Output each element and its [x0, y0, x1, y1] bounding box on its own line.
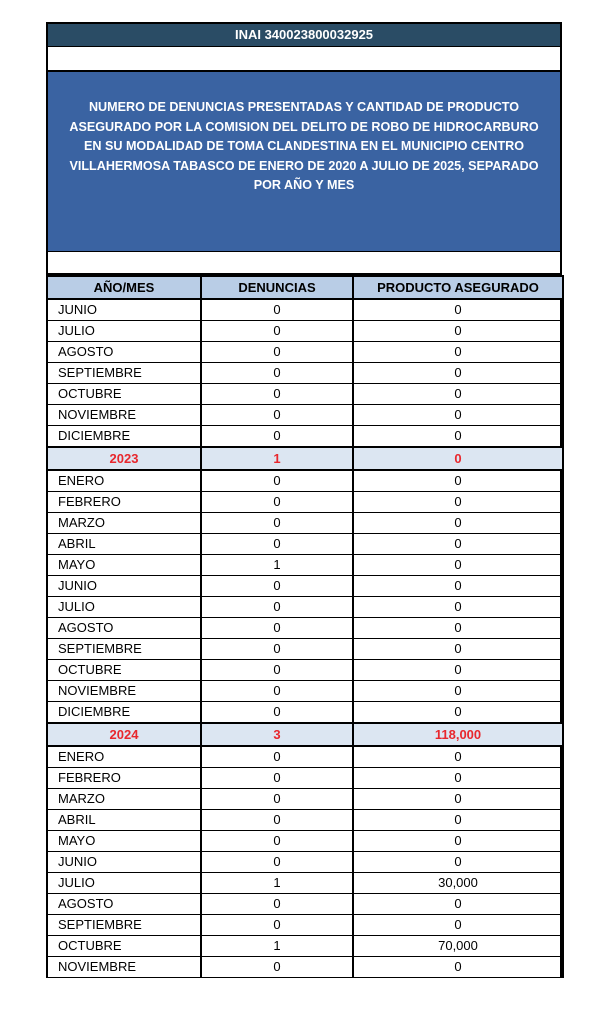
year-total-row [47, 723, 563, 746]
table-row [47, 810, 563, 831]
month-label: JUNIO [47, 299, 201, 321]
table-row [47, 639, 563, 660]
month-label: NOVIEMBRE [47, 681, 201, 702]
producto-asegurado-cell: 0 [353, 299, 563, 321]
month-label: ENERO [47, 470, 201, 492]
month-label: ABRIL [47, 810, 201, 831]
denuncias-cell: 0 [201, 681, 353, 702]
month-label: JUNIO [47, 852, 201, 873]
table-row [47, 555, 563, 576]
denuncias-cell: 0 [201, 321, 353, 342]
producto-asegurado-cell: 0 [353, 639, 563, 660]
table-body [47, 299, 563, 978]
title-line: EN SU MODALIDAD DE TOMA CLANDESTINA EN EL MUNICIPIO CENTRO [83, 139, 525, 153]
month-label: JULIO [47, 873, 201, 894]
table-header-row [47, 276, 563, 299]
denuncias-cell: 0 [201, 363, 353, 384]
column-header-denuncias: DENUNCIAS [201, 276, 353, 299]
producto-asegurado-cell: 0 [353, 405, 563, 426]
table-row [47, 681, 563, 702]
report-sheet [46, 22, 562, 978]
data-table [46, 275, 564, 978]
table-row [47, 321, 563, 342]
blank-spacer-row [48, 252, 560, 275]
table-row [47, 702, 563, 724]
denuncias-cell: 0 [201, 768, 353, 789]
denuncias-cell: 0 [201, 957, 353, 978]
table-row [47, 363, 563, 384]
producto-asegurado-cell: 0 [353, 492, 563, 513]
denuncias-cell: 0 [201, 597, 353, 618]
denuncias-cell: 0 [201, 618, 353, 639]
report-title [48, 72, 560, 252]
month-label: OCTUBRE [47, 936, 201, 957]
table-row [47, 426, 563, 448]
table-row [47, 936, 563, 957]
table-row [47, 746, 563, 768]
year-total-row [47, 447, 563, 470]
table-row [47, 660, 563, 681]
table-row [47, 470, 563, 492]
producto-asegurado-cell: 118,000 [353, 723, 563, 746]
producto-asegurado-cell: 70,000 [353, 936, 563, 957]
title-line: ASEGURADO POR LA COMISION DEL DELITO DE ROBO DE HIDROCARBURO [69, 119, 539, 134]
month-label: AGOSTO [47, 342, 201, 363]
denuncias-cell: 3 [201, 723, 353, 746]
denuncias-cell: 0 [201, 299, 353, 321]
table-row [47, 576, 563, 597]
denuncias-cell: 0 [201, 426, 353, 448]
producto-asegurado-cell: 0 [353, 534, 563, 555]
column-header-year-month: AÑO/MES [47, 276, 201, 299]
table-row [47, 915, 563, 936]
producto-asegurado-cell: 0 [353, 470, 563, 492]
table-row [47, 873, 563, 894]
table-row [47, 405, 563, 426]
producto-asegurado-cell: 0 [353, 746, 563, 768]
producto-asegurado-cell: 0 [353, 426, 563, 448]
producto-asegurado-cell: 0 [353, 957, 563, 978]
month-label: OCTUBRE [47, 660, 201, 681]
denuncias-cell: 1 [201, 447, 353, 470]
denuncias-cell: 0 [201, 831, 353, 852]
producto-asegurado-cell: 0 [353, 660, 563, 681]
month-label: NOVIEMBRE [47, 405, 201, 426]
denuncias-cell: 0 [201, 342, 353, 363]
month-label: AGOSTO [47, 618, 201, 639]
producto-asegurado-cell: 0 [353, 618, 563, 639]
denuncias-cell: 0 [201, 810, 353, 831]
table-row [47, 597, 563, 618]
denuncias-cell: 0 [201, 660, 353, 681]
denuncias-cell: 0 [201, 852, 353, 873]
denuncias-cell: 0 [201, 405, 353, 426]
producto-asegurado-cell: 0 [353, 831, 563, 852]
table-row [47, 513, 563, 534]
denuncias-cell: 1 [201, 555, 353, 576]
month-label: SEPTIEMBRE [47, 915, 201, 936]
denuncias-cell: 0 [201, 492, 353, 513]
title-line: NUMERO DE DENUNCIAS PRESENTADAS Y CANTIDAD DE PRODUCTO [88, 100, 520, 114]
denuncias-cell: 0 [201, 746, 353, 768]
month-label: MARZO [47, 513, 201, 534]
denuncias-cell: 0 [201, 639, 353, 660]
producto-asegurado-cell: 0 [353, 321, 563, 342]
producto-asegurado-cell: 0 [353, 597, 563, 618]
month-label: MARZO [47, 789, 201, 810]
table-row [47, 492, 563, 513]
month-label: MAYO [47, 555, 201, 576]
month-label: ABRIL [47, 534, 201, 555]
year-label: 2024 [47, 723, 201, 746]
month-label: JULIO [47, 597, 201, 618]
blank-spacer-row [48, 47, 560, 72]
producto-asegurado-cell: 0 [353, 555, 563, 576]
producto-asegurado-cell: 0 [353, 447, 563, 470]
producto-asegurado-cell: 0 [353, 342, 563, 363]
table-row [47, 894, 563, 915]
table-row [47, 831, 563, 852]
denuncias-cell: 0 [201, 915, 353, 936]
month-label: SEPTIEMBRE [47, 639, 201, 660]
producto-asegurado-cell: 0 [353, 363, 563, 384]
denuncias-cell: 0 [201, 513, 353, 534]
producto-asegurado-cell: 0 [353, 384, 563, 405]
table-row [47, 768, 563, 789]
month-label: DICIEMBRE [47, 426, 201, 448]
denuncias-cell: 0 [201, 576, 353, 597]
inai-request-id: INAI 340023800032925 [48, 24, 560, 47]
producto-asegurado-cell: 0 [353, 768, 563, 789]
table-row [47, 534, 563, 555]
denuncias-cell: 0 [201, 470, 353, 492]
month-label: OCTUBRE [47, 384, 201, 405]
denuncias-cell: 0 [201, 702, 353, 724]
denuncias-cell: 0 [201, 894, 353, 915]
year-label: 2023 [47, 447, 201, 470]
producto-asegurado-cell: 0 [353, 915, 563, 936]
title-line: VILLAHERMOSA TABASCO DE ENERO DE 2020 A JULIO DE 2025, SEPARADO [69, 158, 539, 173]
table-row [47, 618, 563, 639]
denuncias-cell: 1 [201, 936, 353, 957]
denuncias-cell: 0 [201, 534, 353, 555]
month-label: SEPTIEMBRE [47, 363, 201, 384]
producto-asegurado-cell: 0 [353, 681, 563, 702]
table-row [47, 957, 563, 978]
month-label: JUNIO [47, 576, 201, 597]
producto-asegurado-cell: 0 [353, 810, 563, 831]
table-row [47, 789, 563, 810]
table-row [47, 384, 563, 405]
denuncias-cell: 0 [201, 384, 353, 405]
month-label: FEBRERO [47, 768, 201, 789]
producto-asegurado-cell: 0 [353, 513, 563, 534]
column-header-producto-asegurado: PRODUCTO ASEGURADO [353, 276, 563, 299]
producto-asegurado-cell: 0 [353, 852, 563, 873]
denuncias-cell: 0 [201, 789, 353, 810]
month-label: AGOSTO [47, 894, 201, 915]
title-line: POR AÑO Y MES [253, 178, 355, 192]
table-row [47, 852, 563, 873]
producto-asegurado-cell: 30,000 [353, 873, 563, 894]
month-label: JULIO [47, 321, 201, 342]
month-label: FEBRERO [47, 492, 201, 513]
denuncias-cell: 1 [201, 873, 353, 894]
month-label: NOVIEMBRE [47, 957, 201, 978]
producto-asegurado-cell: 0 [353, 894, 563, 915]
month-label: MAYO [47, 831, 201, 852]
month-label: ENERO [47, 746, 201, 768]
producto-asegurado-cell: 0 [353, 576, 563, 597]
producto-asegurado-cell: 0 [353, 702, 563, 724]
table-row [47, 299, 563, 321]
month-label: DICIEMBRE [47, 702, 201, 724]
producto-asegurado-cell: 0 [353, 789, 563, 810]
table-row [47, 342, 563, 363]
